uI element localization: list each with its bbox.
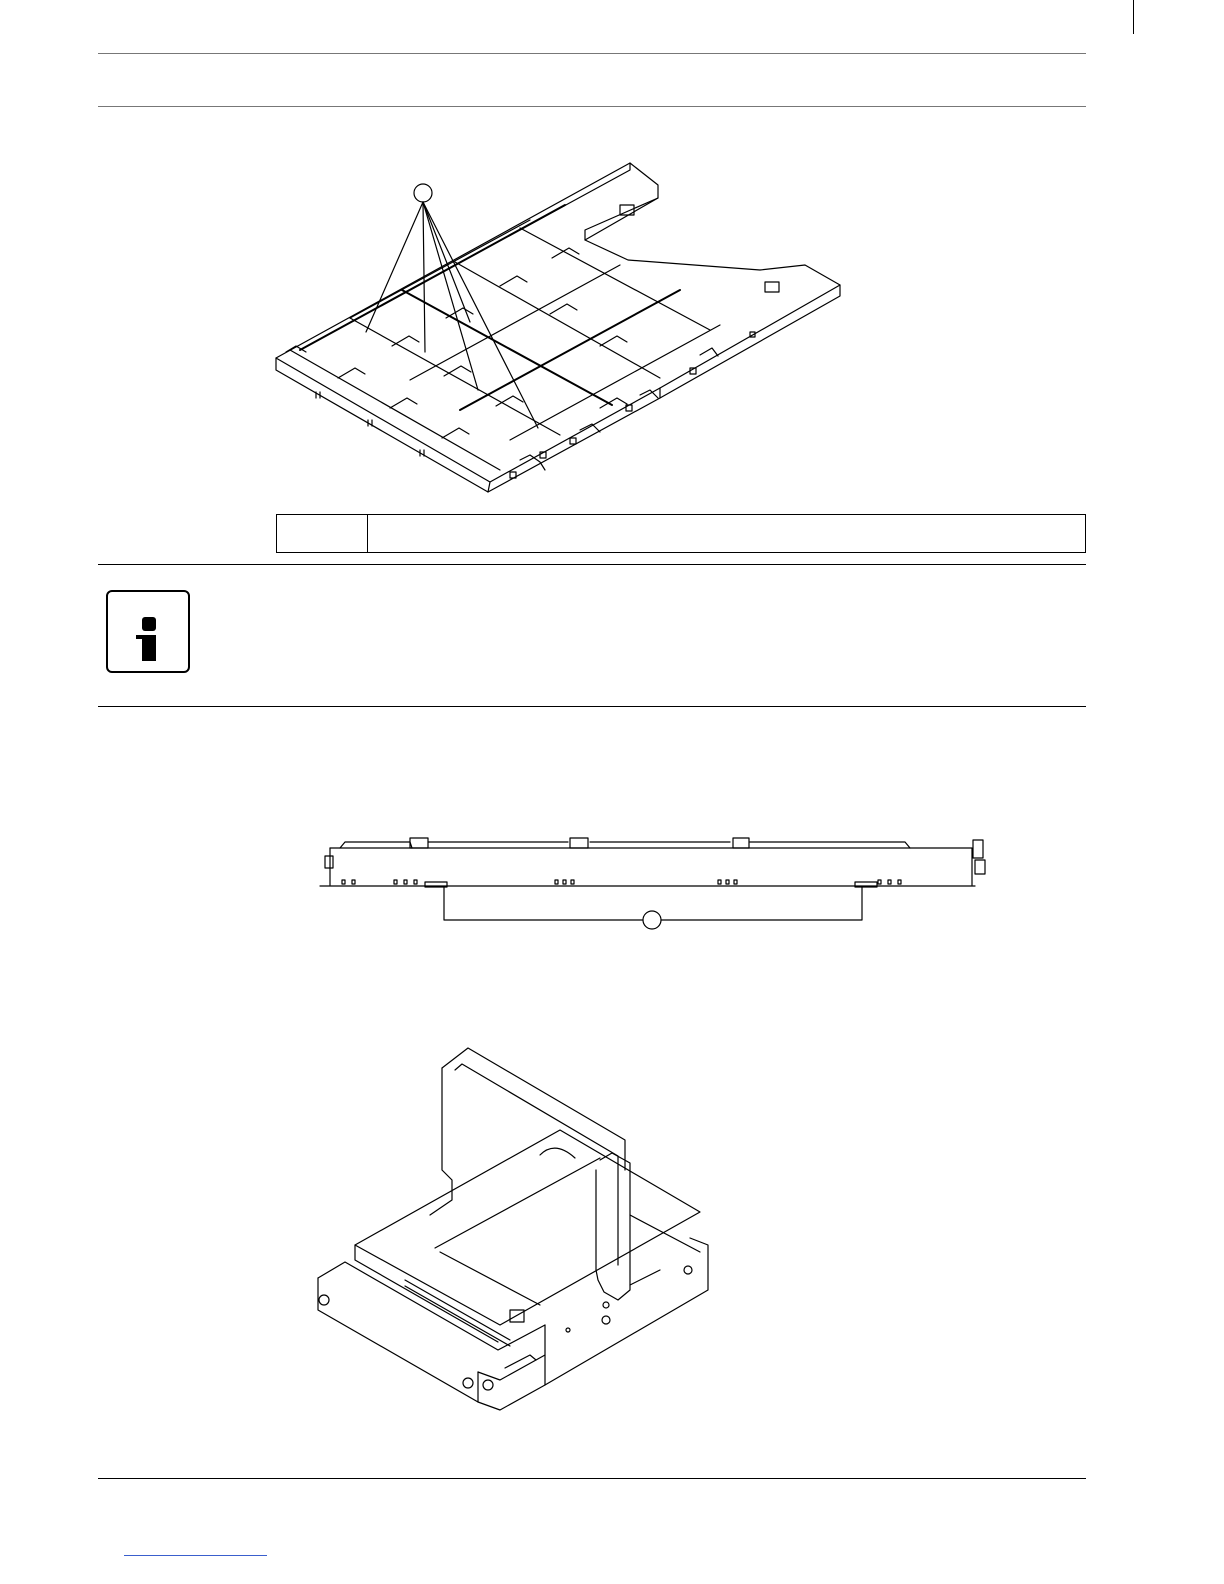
info-icon-dot [142, 617, 156, 631]
figure-chassis-side-view [0, 820, 1224, 940]
footer-rule [98, 1478, 1086, 1479]
footer-link-underline [124, 1555, 267, 1556]
legend-description-cell [368, 515, 1085, 552]
legend-table [276, 514, 1086, 553]
legend-item-cell [277, 515, 368, 552]
figure-chassis-drive-bays [0, 0, 1224, 510]
note-bottom-rule [98, 706, 1086, 707]
figure-drive-carrier [0, 1040, 1224, 1420]
info-icon-stem [142, 635, 156, 661]
note-top-rule [98, 564, 1086, 565]
